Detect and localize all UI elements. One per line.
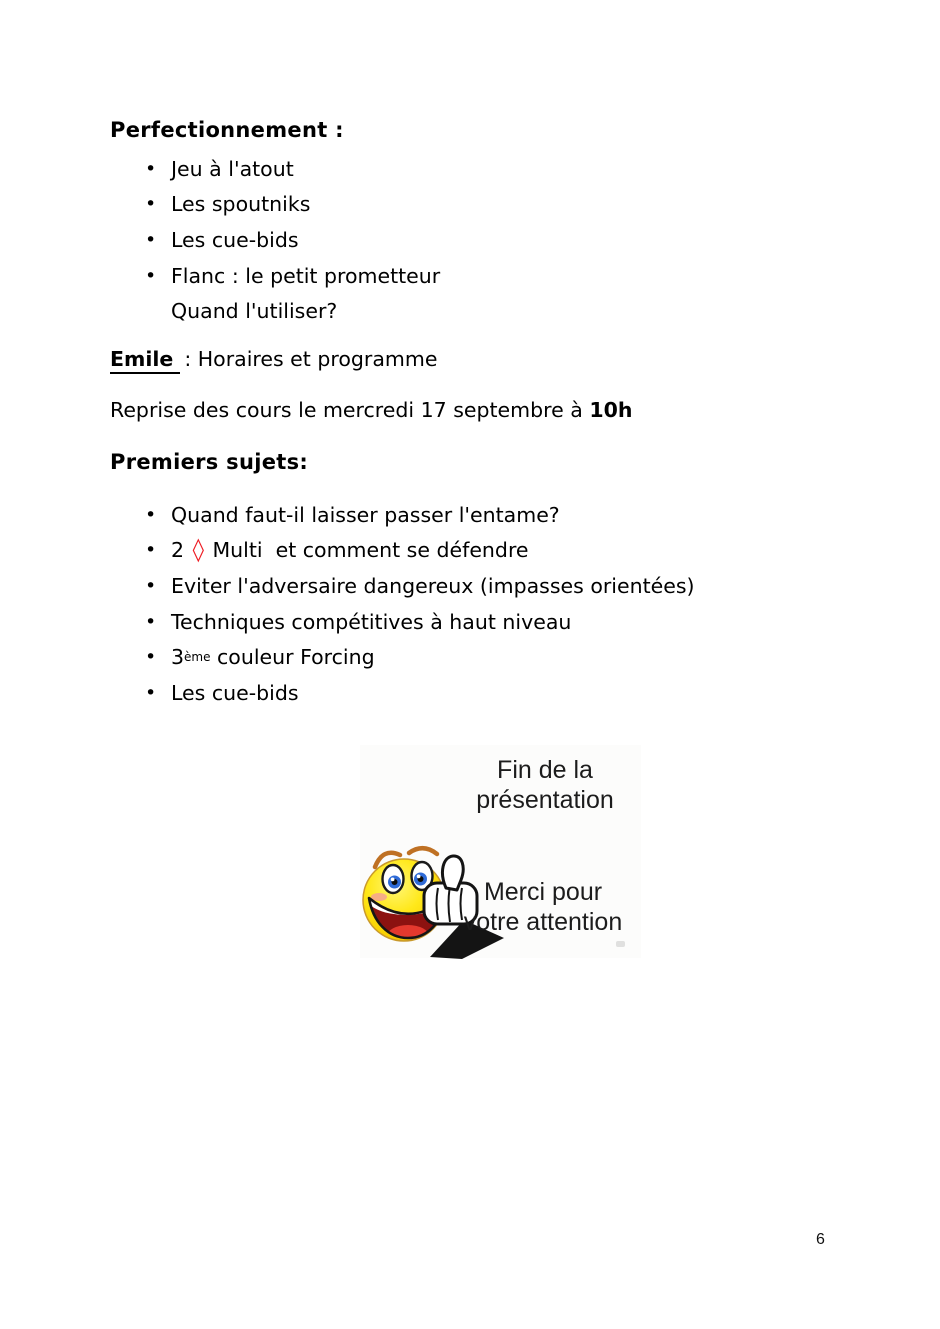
watermark-mark (616, 941, 625, 947)
bullet-icon: • (145, 157, 157, 180)
bullet-icon: • (145, 264, 157, 287)
section-heading-perfectionnement: Perfectionnement : (110, 118, 344, 142)
reprise-line (110, 398, 632, 422)
list-item-text: 2 (171, 538, 191, 563)
figure-caption-bottom (448, 877, 638, 937)
bullet-icon: • (145, 681, 157, 704)
list-item (145, 604, 695, 640)
list-item-text: Les cue-bids (171, 227, 299, 252)
list-item (145, 639, 695, 675)
list-item-text: Flanc : le petit prometteur (171, 263, 441, 288)
list-item-text: Quand faut-il laisser passer l'entame? (171, 502, 560, 527)
emile-text: : Horaires et programme (184, 347, 438, 371)
list-item-text: Jeu à l'atout (171, 156, 294, 181)
list-item-text: Quand l'utiliser? (171, 299, 338, 324)
bullet-icon: • (145, 574, 157, 597)
list-item-continuation (145, 293, 440, 329)
reprise-time: 10h (589, 398, 633, 422)
figure-caption-top (460, 755, 630, 815)
perfectionnement-list (145, 151, 440, 329)
caption-line: Fin de la (497, 756, 593, 784)
list-item-text: Eviter l'adversaire dangereux (impasses orientées) (171, 573, 695, 598)
emile-label: Emile (110, 347, 180, 374)
list-item-text: Techniques compétitives à haut niveau (171, 609, 572, 634)
list-item-text: 3 (171, 645, 185, 670)
caption-line: Merci pour (483, 878, 603, 906)
bullet-icon: • (145, 646, 157, 669)
bullet-icon: • (145, 539, 157, 562)
list-item (145, 568, 695, 604)
list-item-text: Les spoutniks (171, 192, 311, 217)
emile-line (110, 347, 437, 371)
diamond-suit-icon: ◊ (192, 537, 204, 564)
section-heading-premiers-sujets: Premiers sujets: (110, 450, 309, 474)
caption-line: votre attention (463, 908, 623, 936)
reprise-text: Reprise des cours le mercredi 17 septembre à (110, 398, 590, 422)
bullet-icon: • (145, 228, 157, 251)
list-item (145, 187, 440, 223)
ordinal-superscript: ème (184, 650, 211, 665)
list-item-text: couleur Forcing (210, 645, 375, 670)
bullet-icon: • (145, 610, 157, 633)
premiers-sujets-list (145, 497, 695, 711)
list-item-text: Les cue-bids (171, 680, 299, 705)
bullet-icon: • (145, 193, 157, 216)
list-item-text: Multi et comment se défendre (205, 538, 529, 563)
bullet-icon: • (145, 503, 157, 526)
list-item (145, 151, 440, 187)
caption-line: présentation (476, 786, 614, 814)
page-number: 6 (816, 1231, 825, 1248)
list-item (145, 497, 695, 533)
list-item (145, 222, 440, 258)
end-figure (360, 745, 641, 958)
list-item (145, 533, 695, 569)
list-item (145, 675, 695, 711)
list-item (145, 258, 440, 294)
